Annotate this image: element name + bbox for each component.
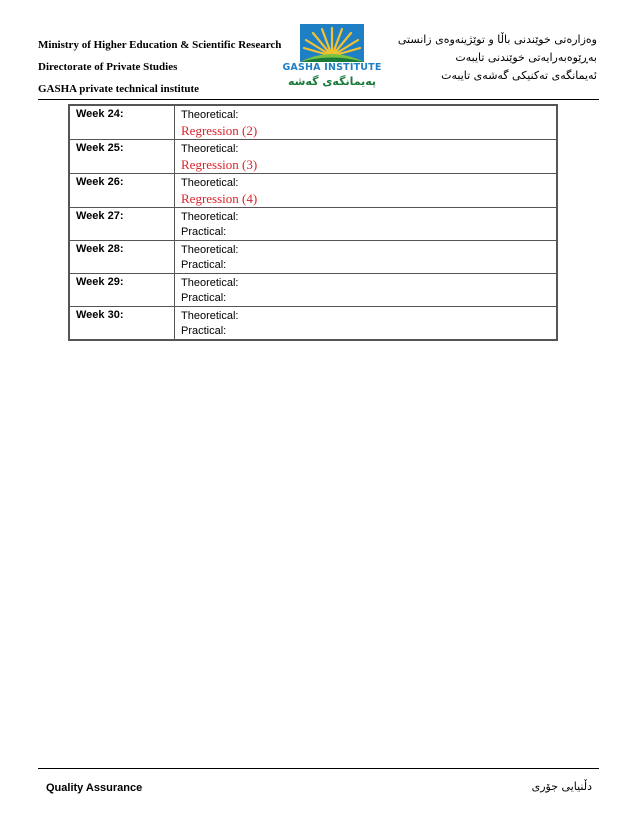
practical-label: Practical: (181, 292, 227, 304)
table-row (69, 140, 557, 174)
table-row (69, 307, 557, 341)
week-label: Week 28: (69, 241, 175, 274)
gasha-logo (282, 22, 382, 92)
week-content (175, 241, 558, 274)
footer-divider (38, 768, 599, 769)
sunburst-logo-icon (282, 22, 382, 64)
ministry-name: Ministry of Higher Education & Scientific Research (38, 39, 282, 51)
weekly-syllabus-table (68, 104, 558, 341)
theoretical-label: Theoretical: (181, 177, 239, 189)
table-row (69, 241, 557, 274)
topic-title: Regression (3) (181, 157, 258, 172)
header-right-block (398, 32, 597, 86)
theoretical-label: Theoretical: (181, 310, 239, 322)
week-content (175, 208, 558, 241)
theoretical-label: Theoretical: (181, 211, 239, 223)
week-content (175, 105, 558, 140)
header-divider (38, 99, 599, 100)
directorate-name-kurdish: بەڕێوەبەرایەتی خوێندنی تایبەت (455, 51, 597, 64)
week-label: Week 27: (69, 208, 175, 241)
week-label: Week 25: (69, 140, 175, 174)
institute-name-kurdish: ئەیمانگەی تەکنیکی گەشەی تایبەت (441, 69, 597, 82)
table-row (69, 105, 557, 140)
topic-title: Regression (2) (181, 123, 258, 138)
practical-label: Practical: (181, 259, 227, 271)
week-content (175, 307, 558, 341)
directorate-name: Directorate of Private Studies (38, 61, 178, 73)
logo-title: GASHA INSTITUTE (282, 62, 382, 73)
week-label: Week 29: (69, 274, 175, 307)
week-label: Week 24: (69, 105, 175, 140)
week-content (175, 274, 558, 307)
ministry-name-kurdish: وەزارەتی خوێندنی باڵا و توێژینەوەی زانستی (397, 33, 597, 46)
week-label: Week 26: (69, 174, 175, 208)
table-row (69, 208, 557, 241)
practical-label: Practical: (181, 325, 227, 337)
institute-name: GASHA private technical institute (38, 83, 200, 95)
table-row (69, 174, 557, 208)
week-content (175, 140, 558, 174)
header-left-block (38, 38, 281, 104)
week-content (175, 174, 558, 208)
theoretical-label: Theoretical: (181, 143, 239, 155)
theoretical-label: Theoretical: (181, 109, 239, 121)
logo-kurdish-title: پەیمانگەی گەشە (287, 75, 377, 88)
topic-title: Regression (4) (181, 191, 258, 206)
footer-quality-assurance: Quality Assurance (46, 782, 143, 794)
theoretical-label: Theoretical: (181, 277, 239, 289)
theoretical-label: Theoretical: (181, 244, 239, 256)
table-row (69, 274, 557, 307)
week-label: Week 30: (69, 307, 175, 341)
practical-label: Practical: (181, 226, 227, 238)
footer-quality-assurance-kurdish: دڵنیایی جۆری (531, 780, 592, 793)
